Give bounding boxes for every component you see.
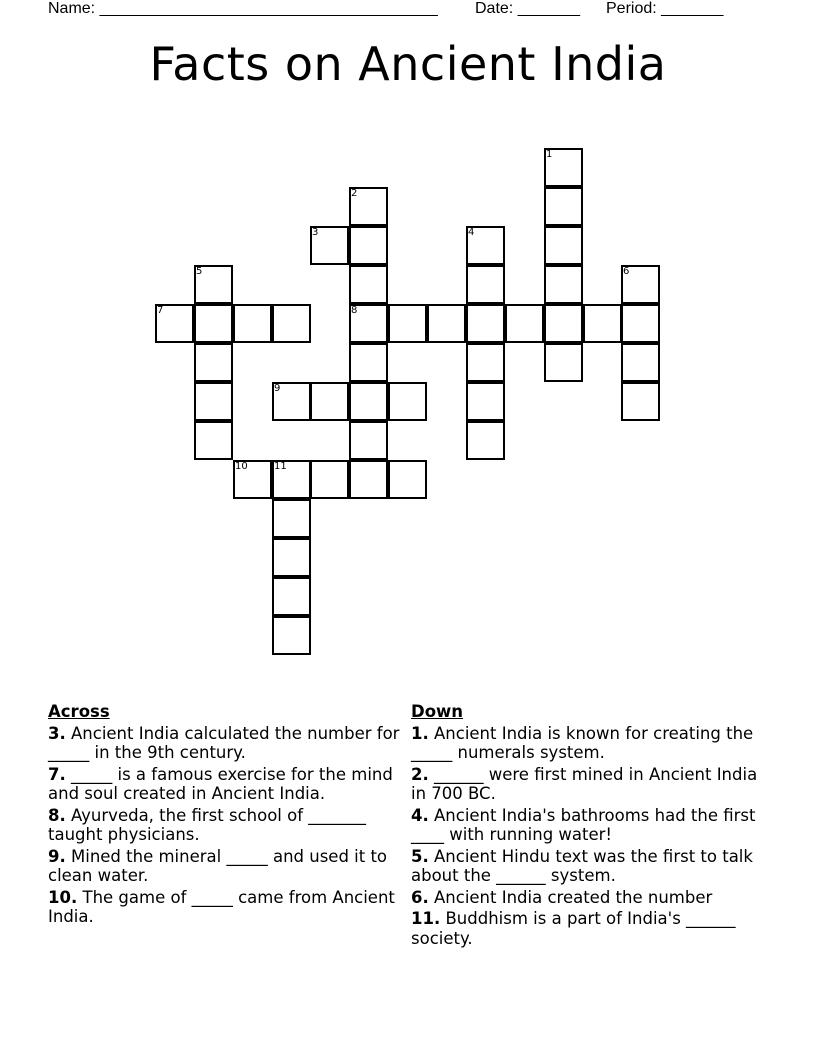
crossword-cell[interactable]	[544, 265, 583, 304]
clue-text: The game of _____ came from Ancient India.	[48, 887, 395, 926]
clue-number: 3.	[48, 723, 66, 743]
period-field-label: Period: _______	[606, 0, 724, 17]
name-field-label: Name: ______________________________________	[48, 0, 438, 17]
down-clue	[411, 888, 771, 908]
crossword-cell[interactable]	[583, 304, 622, 343]
clue-number-label: 3	[312, 227, 319, 238]
across-clue	[48, 724, 408, 763]
crossword-cell[interactable]	[310, 382, 349, 421]
clue-text: Ancient India created the number	[434, 887, 713, 907]
crossword-cell[interactable]	[233, 304, 272, 343]
crossword-cell[interactable]	[466, 343, 505, 382]
crossword-cell[interactable]	[349, 343, 388, 382]
clue-number: 10.	[48, 887, 78, 907]
crossword-cell[interactable]	[621, 343, 660, 382]
clue-number: 7.	[48, 764, 66, 784]
clue-number-label: 6	[623, 266, 630, 277]
crossword-cell[interactable]	[272, 616, 311, 655]
crossword-cell[interactable]	[272, 538, 311, 577]
clue-text: ______ were first mined in Ancient India in 700 BC.	[411, 764, 758, 803]
page-title: Facts on Ancient India	[149, 37, 667, 91]
crossword-cell[interactable]	[544, 343, 583, 382]
crossword-cell[interactable]	[388, 304, 427, 343]
crossword-cell[interactable]	[466, 382, 505, 421]
down-clue-list	[411, 724, 771, 949]
across-clue-list	[48, 724, 408, 927]
crossword-cell[interactable]	[427, 304, 466, 343]
crossword-cell[interactable]	[466, 421, 505, 460]
crossword-cell[interactable]	[349, 460, 388, 499]
across-clue	[48, 888, 408, 927]
clue-text: _____ is a famous exercise for the mind and soul created in Ancient India.	[48, 764, 393, 803]
clue-number-label: 11	[274, 461, 287, 472]
clue-number-label: 10	[235, 461, 248, 472]
crossword-cell[interactable]	[194, 421, 233, 460]
crossword-cell[interactable]	[349, 421, 388, 460]
across-heading: Across	[48, 702, 110, 721]
down-clue	[411, 806, 771, 845]
crossword-cell[interactable]	[505, 304, 544, 343]
crossword-cell[interactable]	[310, 460, 349, 499]
down-clue	[411, 847, 771, 886]
clue-text: Ayurveda, the first school of _______ taught physicians.	[48, 805, 367, 844]
down-heading: Down	[411, 702, 464, 721]
down-clue	[411, 765, 771, 804]
crossword-cell[interactable]	[544, 187, 583, 226]
clue-number-label: 2	[351, 188, 358, 199]
crossword-cell[interactable]	[544, 226, 583, 265]
clue-number-label: 7	[157, 305, 164, 316]
crossword-cell[interactable]	[272, 304, 311, 343]
clue-text: Ancient India is known for creating the _____ numerals system.	[411, 723, 754, 762]
crossword-cell[interactable]	[388, 460, 427, 499]
clue-number: 2.	[411, 764, 429, 784]
crossword-cell[interactable]	[466, 265, 505, 304]
clue-number: 8.	[48, 805, 66, 825]
clue-number: 11.	[411, 909, 441, 928]
clue-number-label: 8	[351, 305, 358, 316]
clue-number: 1.	[411, 723, 429, 743]
down-clue	[411, 909, 771, 948]
crossword-cell[interactable]	[349, 265, 388, 304]
crossword-cell[interactable]	[388, 382, 427, 421]
crossword-cell[interactable]	[621, 304, 660, 343]
crossword-cell[interactable]	[194, 343, 233, 382]
crossword-cell[interactable]	[349, 226, 388, 265]
clue-number-label: 9	[274, 383, 281, 394]
clue-number: 5.	[411, 846, 429, 866]
clue-number-label: 4	[468, 227, 475, 238]
clue-text: Ancient Hindu text was the first to talk about the ______ system.	[411, 846, 753, 885]
down-clues	[411, 702, 771, 950]
crossword-cell[interactable]	[272, 577, 311, 616]
crossword-cell[interactable]	[621, 382, 660, 421]
clue-text: Ancient India's bathrooms had the first ____ with running water!	[411, 805, 756, 844]
date-field-label: Date: _______	[475, 0, 580, 17]
clue-number-label: 1	[546, 149, 553, 160]
across-clues	[48, 702, 408, 929]
clue-text: Ancient India calculated the number for _____ in the 9th century.	[48, 723, 400, 762]
clue-text: Mined the mineral _____ and used it to clean water.	[48, 846, 388, 885]
clue-text: Buddhism is a part of India's ______ society.	[411, 909, 736, 948]
crossword-cell[interactable]	[349, 382, 388, 421]
across-clue	[48, 806, 408, 845]
across-clue	[48, 847, 408, 886]
across-clue	[48, 765, 408, 804]
down-clue	[411, 724, 771, 763]
crossword-cell[interactable]	[272, 499, 311, 538]
clue-number-label: 5	[196, 266, 203, 277]
clue-number: 6.	[411, 887, 429, 907]
clue-number: 4.	[411, 805, 429, 825]
crossword-cell[interactable]	[466, 304, 505, 343]
clue-number: 9.	[48, 846, 66, 866]
crossword-cell[interactable]	[194, 382, 233, 421]
crossword-cell[interactable]	[544, 304, 583, 343]
crossword-cell[interactable]	[194, 304, 233, 343]
